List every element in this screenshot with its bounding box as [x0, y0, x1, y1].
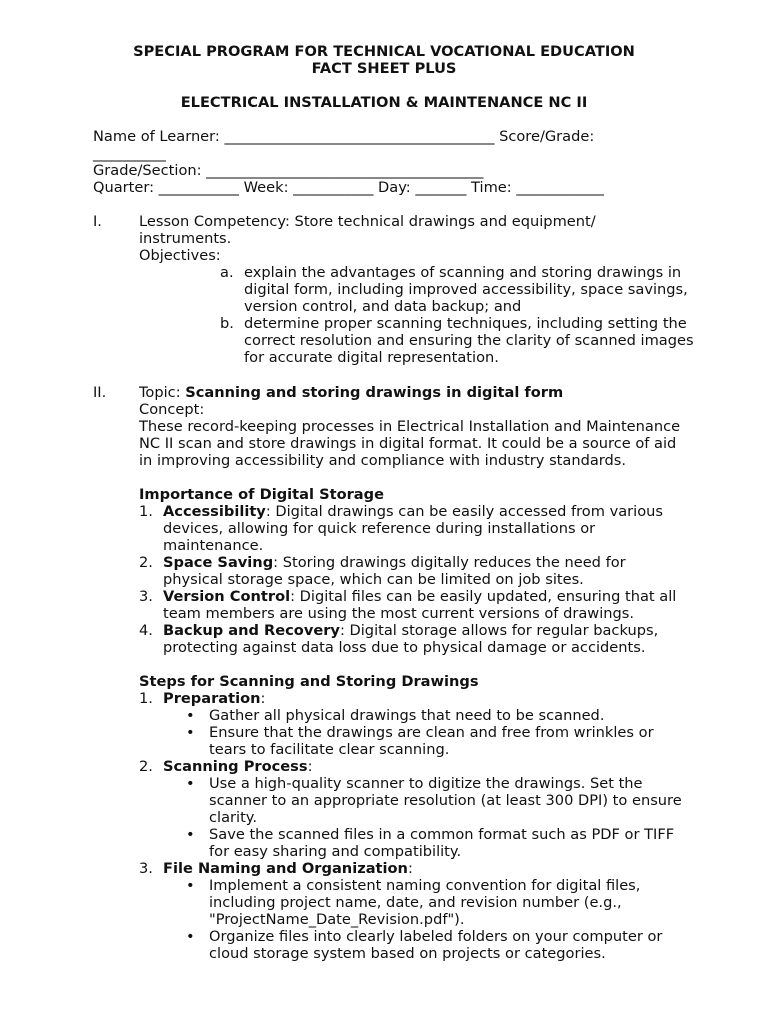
bullet-text: Organize files into clearly labeled folders on your computer or: [209, 928, 663, 945]
course-title: ELECTRICAL INSTALLATION & MAINTENANCE NC II: [180, 94, 588, 111]
bullet-text: Implement a consistent naming convention for digital files,: [209, 877, 641, 894]
topic-label: Topic:: [139, 384, 186, 401]
importance-desc: : Digital files can be easily updated, ensuring that all: [290, 588, 677, 605]
steps-heading-text: Steps for Scanning and Storing Drawings: [139, 673, 479, 690]
importance-desc-cont: maintenance.: [163, 537, 264, 554]
importance-term: Accessibility: [163, 503, 266, 520]
importance-item: [163, 503, 663, 520]
importance-desc: : Digital drawings can be easily accessed from various: [265, 503, 664, 520]
bullet-text-cont: clarity.: [209, 809, 257, 826]
importance-item: [163, 622, 658, 639]
learner-name-line: Name of Learner: _____________________________________ Score/Grade:: [93, 128, 595, 145]
objective-text: version control, and data backup; and: [244, 298, 522, 315]
concept-text: These record-keeping processes in Electrical Installation and Maintenance: [139, 418, 681, 435]
importance-term: Version Control: [163, 588, 291, 605]
step-suffix: :: [407, 860, 413, 877]
concept-label: Concept:: [139, 401, 205, 418]
bullet-text-cont: for easy sharing and compatibility.: [209, 843, 462, 860]
grade-section-line: Grade/Section: ______________________________________: [93, 162, 484, 179]
concept-text: NC II scan and store drawings in digital format. It could be a source of aid: [139, 435, 677, 452]
bullet: •: [186, 826, 195, 843]
list-number: 4.: [139, 622, 153, 639]
objective-letter: a.: [220, 264, 234, 281]
bullet-text-cont: cloud storage system based on projects or categories.: [209, 945, 606, 962]
list-number: 1.: [139, 503, 153, 520]
importance-desc: : Storing drawings digitally reduces the need for: [273, 554, 626, 571]
importance-desc-cont: team members are using the most current versions of drawings.: [163, 605, 635, 622]
bullet-text: Ensure that the drawings are clean and free from wrinkles or: [209, 724, 654, 741]
program-title: SPECIAL PROGRAM FOR TECHNICAL VOCATIONAL EDUCATION: [133, 43, 635, 60]
quarter-week-day-time-line: Quarter: ___________ Week: ___________ Day: _______ Time: ____________: [93, 179, 604, 196]
importance-heading: [139, 486, 384, 503]
fact-sheet-title: FACT SHEET PLUS: [311, 60, 457, 77]
concept-text: in improving accessibility and compliance with industry standards.: [139, 452, 627, 469]
list-number: 1.: [139, 690, 153, 707]
objective-text: explain the advantages of scanning and storing drawings in: [244, 264, 682, 281]
importance-desc: : Digital storage allows for regular backups,: [339, 622, 659, 639]
importance-item: [163, 588, 676, 605]
lesson-competency-cont: instruments.: [139, 230, 232, 247]
list-number: 2.: [139, 758, 153, 775]
objective-text: digital form, including improved accessibility, space savings,: [244, 281, 688, 298]
topic-title: Scanning and storing drawings in digital form: [185, 384, 564, 401]
bullet-text: Save the scanned files in a common format such as PDF or TIFF: [209, 826, 675, 843]
step-term: File Naming and Organization: [163, 860, 408, 877]
step-title: [163, 690, 265, 707]
bullet-text-cont: "ProjectName_Date_Revision.pdf").: [209, 911, 465, 928]
importance-desc-cont: protecting against data loss due to physical damage or accidents.: [163, 639, 646, 656]
section-numeral-1: I.: [93, 213, 102, 230]
score-blank: __________: [93, 145, 166, 162]
bullet: •: [186, 877, 195, 894]
bullet: •: [186, 775, 195, 792]
bullet-text-cont: tears to facilitate clear scanning.: [209, 741, 450, 758]
step-suffix: :: [260, 690, 266, 707]
importance-term: Backup and Recovery: [163, 622, 340, 639]
step-title: [163, 758, 312, 775]
importance-desc-cont: devices, allowing for quick reference during installations or: [163, 520, 596, 537]
bullet: •: [186, 707, 195, 724]
step-suffix: :: [307, 758, 313, 775]
bullet-text-cont: scanner to an appropriate resolution (at least 300 DPI) to ensure: [209, 792, 682, 809]
section-numeral-2: II.: [93, 384, 107, 401]
bullet-text-cont: including project name, date, and revision number (e.g.,: [209, 894, 622, 911]
bullet-text: Gather all physical drawings that need to be scanned.: [209, 707, 605, 724]
bullet: •: [186, 724, 195, 741]
list-number: 3.: [139, 588, 153, 605]
importance-item: [163, 554, 626, 571]
bullet: •: [186, 928, 195, 945]
objective-text: correct resolution and ensuring the clarity of scanned images: [244, 332, 694, 349]
importance-term: Space Saving: [163, 554, 274, 571]
importance-desc-cont: physical storage space, which can be limited on job sites.: [163, 571, 584, 588]
objective-text: determine proper scanning techniques, including setting the: [244, 315, 687, 332]
objectives-label: Objectives:: [139, 247, 221, 264]
lesson-competency: Lesson Competency: Store technical drawings and equipment/: [139, 213, 596, 230]
objective-text: for accurate digital representation.: [244, 349, 499, 366]
objective-letter: b.: [220, 315, 234, 332]
step-term: Scanning Process: [163, 758, 308, 775]
topic-line: [139, 384, 563, 401]
step-title: [163, 860, 413, 877]
importance-heading-text: Importance of Digital Storage: [139, 486, 384, 503]
list-number: 2.: [139, 554, 153, 571]
bullet-text: Use a high-quality scanner to digitize the drawings. Set the: [209, 775, 643, 792]
list-number: 3.: [139, 860, 153, 877]
step-term: Preparation: [163, 690, 261, 707]
steps-heading: [139, 673, 479, 690]
